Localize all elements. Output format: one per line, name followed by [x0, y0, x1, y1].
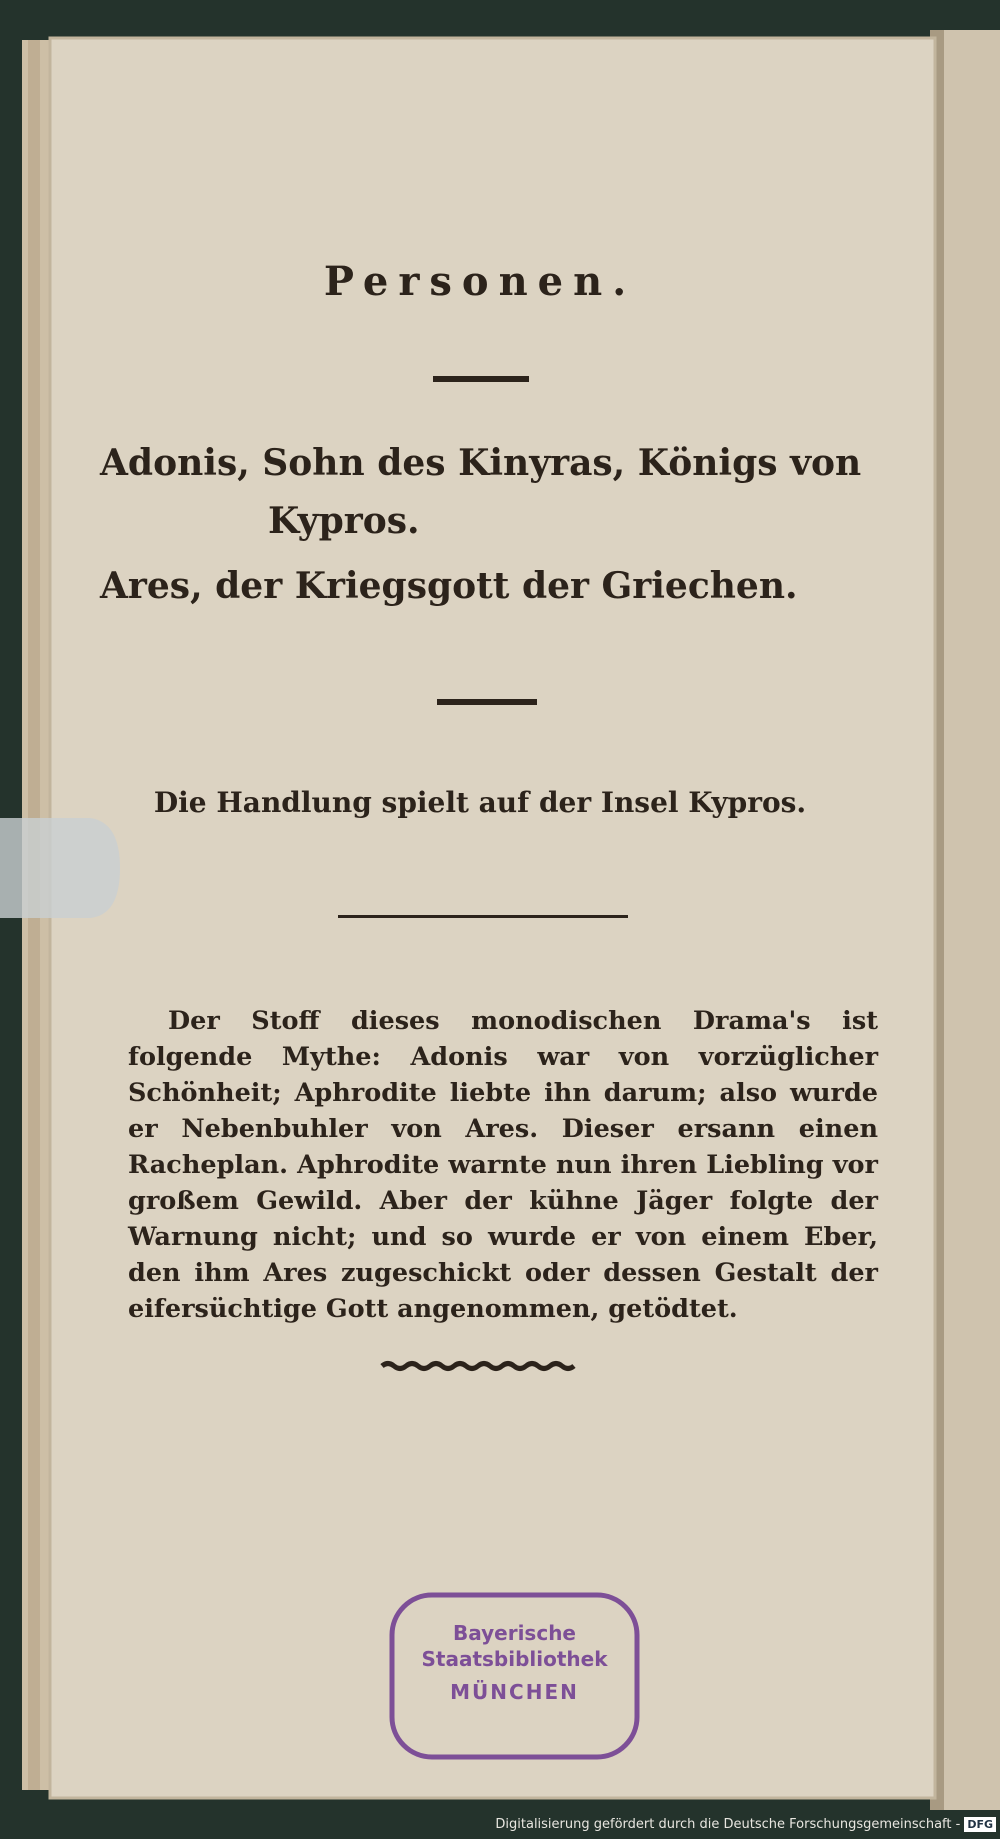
footer-credit	[0, 1813, 996, 1837]
ornament-rule-2	[437, 699, 537, 705]
ornament-rule-3	[338, 915, 628, 918]
setting-line: Die Handlung spielt auf der Insel Kypros.	[153, 786, 807, 819]
stamp-line-3: MÜNCHEN	[450, 1680, 579, 1704]
persona-ares: Ares, der Kriegsgott der Griechen.	[100, 565, 798, 607]
footer-text: Digitalisierung gefördert durch die Deutsche Forschungsgemeinschaft -	[495, 1817, 961, 1832]
persona-adonis-line2: Kypros.	[268, 500, 420, 542]
summary-text: Der Stoff dieses monodischen Drama's ist folgende Mythe: Adonis war von vorzüglicher Schönheit; Aphrodite liebte ihn darum; also wurde er Nebenbuhler von Ares. Dieser ersann einen Racheplan. Aphrodite warnte nun ihren Liebling vor großem Gewild. Aber der kühne Jäger folgte der Warnung nicht; und so wurde er von einem Eber, den ihm Ares zugeschickt oder dessen Gestalt der eifersüchtige Gott angenommen, getödtet.	[128, 1006, 878, 1324]
page-title: Personen.	[323, 258, 637, 305]
stamp-line-2: Staatsbibliothek	[421, 1647, 608, 1671]
summary-paragraph	[128, 1003, 878, 1327]
ornament-rule-1	[433, 376, 529, 382]
stamp-line-1: Bayerische	[452, 1621, 576, 1645]
persona-adonis-line1: Adonis, Sohn des Kinyras, Königs von	[100, 442, 862, 484]
stamp-text	[402, 1620, 627, 1712]
dfg-logo-icon: DFG	[964, 1817, 996, 1832]
